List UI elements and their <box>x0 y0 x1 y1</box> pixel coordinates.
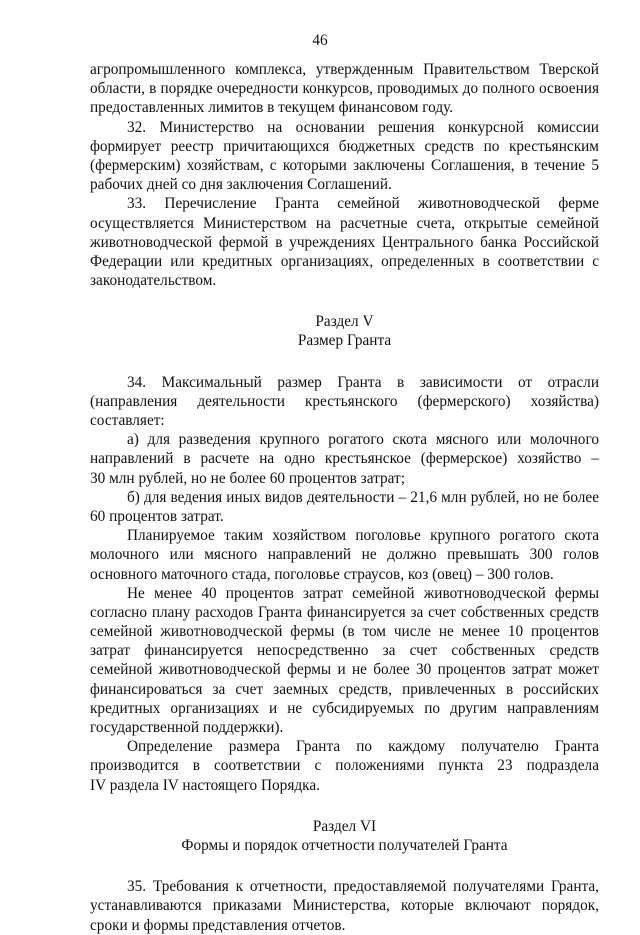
text-line: финансироваться за счет заемных средств, привлеченных в российских <box>90 680 599 698</box>
paragraph-34b <box>90 488 599 526</box>
text-line: составляет: <box>90 412 165 429</box>
paragraph-35 <box>90 877 599 935</box>
text-line: Федерации или кредитных организациях, определенных в соответствии с <box>90 252 599 270</box>
paragraph-livestock <box>90 526 599 584</box>
text-line: б) для ведения иных видов деятельности – 21,6 млн рублей, но не более <box>127 488 599 506</box>
document-body <box>90 60 599 935</box>
section-title: Формы и порядок отчетности получателей Гранта <box>181 836 508 854</box>
text-line: 34. Максимальный размер Гранта в зависимости от отрасли <box>127 373 599 391</box>
text-line: семейной животноводческой фермы (в том числе не менее 10 процентов <box>90 623 599 641</box>
text-line: кредитных организациях и не субсидируемых по другим направлениям <box>90 699 599 717</box>
text-line: 30 млн рублей, но не более 60 процентов затрат; <box>90 469 405 487</box>
text-line: области, в порядке очередности конкурсов, проводимых до полного освоения <box>90 80 599 98</box>
text-line: основного маточного стада, поголовье страусов, коз (овец) – 300 голов. <box>90 565 554 583</box>
text-line: производится в соответствии с положениями пункта 23 подраздела <box>90 757 599 775</box>
text-line: 33. Перечисление Гранта семейной животноводческой ферме <box>127 195 599 213</box>
text-line: рабочих дней со дня заключения Соглашений. <box>90 176 392 194</box>
text-line: семейной животноводческой фермы и не более 30 процентов затрат может <box>90 661 599 679</box>
text-line: затрат финансируется непосредственно за счет собственных средств <box>90 642 599 660</box>
paragraph-costs <box>90 584 599 738</box>
text-line: государственной поддержки). <box>90 719 284 736</box>
text-line: согласно плану расходов Гранта финансируется за счет собственных средств <box>90 603 599 621</box>
text-line: молочного или мясного направлений не должно превышать 300 голов <box>90 546 599 564</box>
text-line: формирует реестр причитающихся бюджетных средств по крестьянским <box>90 137 599 155</box>
section-5-heading <box>90 312 599 350</box>
text-line: сроки и формы представления отчетов. <box>90 916 346 934</box>
text-line: устанавливаются приказами Министерства, которые включают порядок, <box>90 897 599 915</box>
text-line: животноводческой фермой в учреждениях Центрального банка Российской <box>90 233 599 251</box>
section-title: Размер Гранта <box>297 332 392 350</box>
text-line: 35. Требования к отчетности, предоставляемой получателями Гранта, <box>127 878 599 896</box>
text-line: 60 процентов затрат. <box>90 507 224 525</box>
paragraph-34a <box>90 430 599 488</box>
text-line: 32. Министерство на основании решения конкурсной комиссии <box>127 118 599 136</box>
text-line: направлений в расчете на одно крестьянское (фермерское) хозяйство – <box>90 450 599 468</box>
text-line: предоставленных лимитов в текущем финансовом году. <box>90 99 454 117</box>
paragraph-determination <box>90 737 599 795</box>
text-line: (направления деятельности крестьянского (фермерского) хозяйства) <box>90 392 599 410</box>
text-line: Планируемое таким хозяйством поголовье крупного рогатого скота <box>127 527 599 545</box>
paragraph-34 <box>90 373 599 431</box>
page-number: 46 <box>312 32 328 49</box>
text-line: Не менее 40 процентов затрат семейной животноводческой фермы <box>127 584 599 602</box>
text-line: а) для разведения крупного рогатого скота мясного или молочного <box>127 431 599 449</box>
text-line: IV раздела IV настоящего Порядка. <box>90 776 320 794</box>
section-number: Раздел VI <box>312 817 377 835</box>
section-number: Раздел V <box>315 313 374 331</box>
text-line: Определение размера Гранта по каждому получателю Гранта <box>127 738 599 756</box>
section-6-heading <box>90 817 599 855</box>
text-line: осуществляется Министерством на расчетные счета, открытые семейной <box>90 214 599 232</box>
paragraph-intro <box>90 60 599 118</box>
paragraph-32 <box>90 118 599 195</box>
text-line: агропромышленного комплекса, утвержденным Правительством Тверской <box>90 61 599 78</box>
text-line: законодательством. <box>90 272 217 290</box>
paragraph-33 <box>90 194 599 290</box>
text-line: (фермерским) хозяйствам, с которыми заключены Соглашения, в течение 5 <box>90 156 599 174</box>
